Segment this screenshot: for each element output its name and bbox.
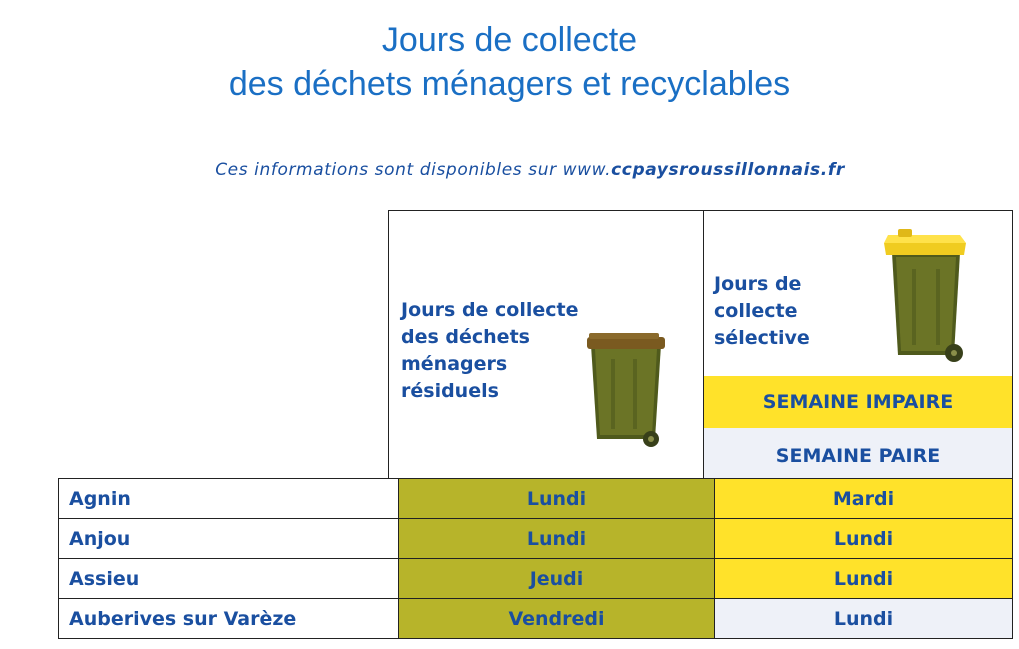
header-selective-label <box>714 271 810 352</box>
green-wheelie-bin-icon <box>585 331 667 449</box>
week-even-band: SEMAINE PAIRE <box>704 428 1012 479</box>
table-row <box>59 479 1013 519</box>
header-selective-line: collecte <box>714 300 798 322</box>
header-residual-cell <box>388 210 704 478</box>
table-row <box>59 599 1013 639</box>
header-residual-line: résiduels <box>401 380 499 402</box>
table-row <box>59 559 1013 599</box>
collection-table <box>58 478 1013 639</box>
info-website-link[interactable]: ccpaysroussillonnais.fr <box>611 160 845 180</box>
selective-day-cell: Lundi <box>715 599 1013 639</box>
selective-day-cell: Mardi <box>715 479 1013 519</box>
town-cell: Anjou <box>59 519 399 559</box>
residual-day-cell: Jeudi <box>399 559 715 599</box>
residual-day-cell: Lundi <box>399 519 715 559</box>
header-residual-line: des déchets <box>401 326 530 348</box>
yellow-lid-wheelie-bin-icon <box>880 225 970 365</box>
title-line-1: Jours de collecte <box>381 21 638 59</box>
residual-day-cell: Lundi <box>399 479 715 519</box>
page-title <box>0 18 1019 106</box>
header-residual-line: ménagers <box>401 353 508 375</box>
selective-day-cell: Lundi <box>715 559 1013 599</box>
header-residual-label <box>401 297 579 405</box>
week-odd-band: SEMAINE IMPAIRE <box>704 376 1012 428</box>
town-cell: Auberives sur Varèze <box>59 599 399 639</box>
title-line-2: des déchets ménagers et recyclables <box>228 65 791 103</box>
residual-day-cell: Vendredi <box>399 599 715 639</box>
town-cell: Agnin <box>59 479 399 519</box>
header-residual-line: Jours de collecte <box>401 299 579 321</box>
header-selective-line: Jours de <box>714 273 802 295</box>
table-row <box>59 519 1013 559</box>
info-prefix: Ces informations sont disponibles sur www. <box>215 160 612 180</box>
town-cell: Assieu <box>59 559 399 599</box>
header-selective-line: sélective <box>714 327 810 349</box>
selective-day-cell: Lundi <box>715 519 1013 559</box>
header-selective-cell <box>704 210 1013 478</box>
info-line <box>0 160 1019 180</box>
